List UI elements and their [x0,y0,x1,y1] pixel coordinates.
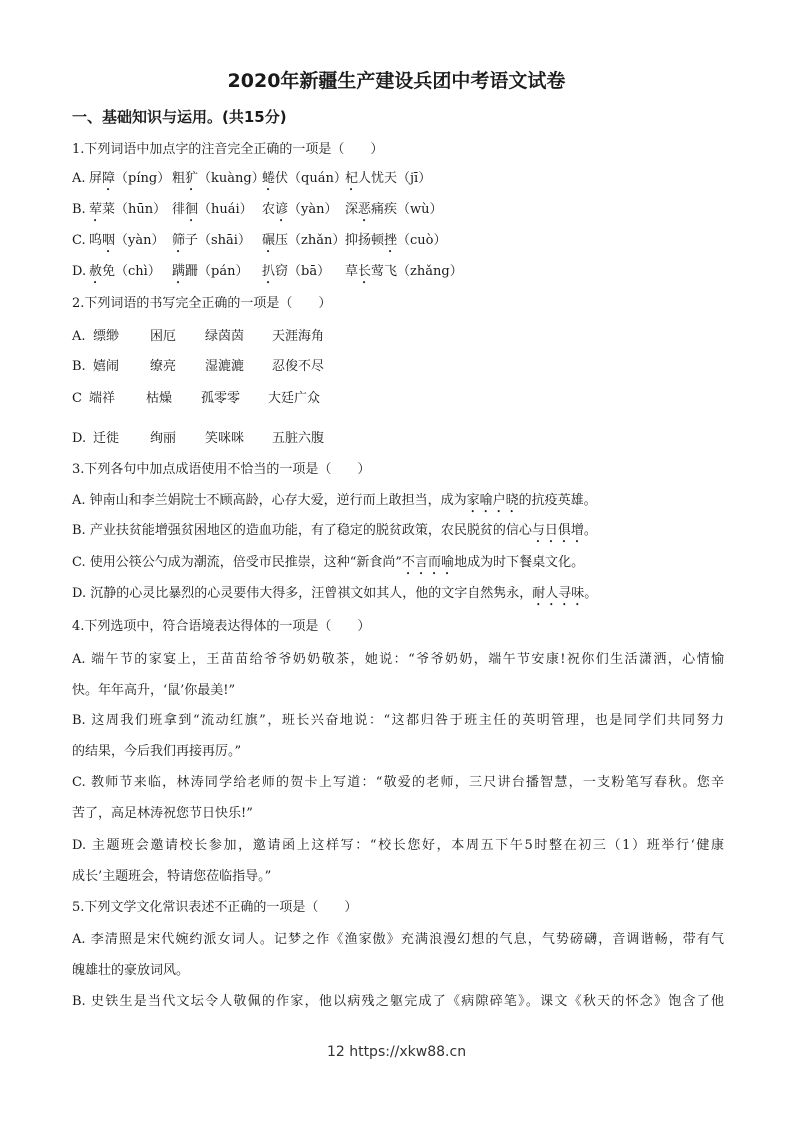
question-1-option [72,263,722,281]
option-text: 地成为时下餐桌文化。 [454,555,585,570]
word-text: 免（chì） [102,264,161,279]
option-text: B. 这周我们班拿到“流动红旗”，班长兴奋地说：“这都归咎于班主任的英明管理，也是同学们共同努力 [72,713,724,728]
dotted-char: 蹒 [172,264,186,279]
section-heading: 一、基础知识与运用。(共15分) [72,108,287,126]
word-text: （huái） [198,202,253,217]
dotted-char: 挫 [384,233,398,248]
option-label: B. [72,202,86,217]
question-4-option-line [72,774,724,792]
option-word: 大廷广众 [268,391,321,406]
option-label: A. [72,171,86,186]
option-text: 。 [583,523,597,538]
question-4-option-line [72,712,724,730]
word-pinyin [89,263,161,287]
question-1-option [72,232,722,250]
option-text: 的结果，今后我们再接再厉。” [72,744,242,759]
question-stem: 5.下列文学文化常识表述不正确的一项是（ ） [72,900,358,915]
question-5-option-line [72,993,724,1011]
word-text: 痛疾（wù） [371,202,443,217]
option-text: D. 沉静的心灵比暴烈的心灵要伟大得多，汪曾祺文如其人，他的文字自然隽永， [72,586,533,601]
option-word: 迁徙 [93,431,120,446]
question-stem: 4.下列选项中，符合语境表达得体的一项是（ ） [72,619,371,634]
question-stem: 3.下列各句中加点成语使用不恰当的一项是（ ） [72,462,371,477]
option-text: 成长’主题班会，特请您莅临指导。” [72,869,272,884]
question-4-option-line [72,805,253,823]
option-word: 忍俊不尽 [272,359,325,374]
word-pinyin [89,170,170,194]
option-word: 天涯海角 [272,329,325,344]
option-text: C. 使用公筷公勺成为潮流，倍受市民推崇，这种“新食尚” [72,555,403,570]
option-label: C. [72,233,86,248]
word-text: 子（shāi） [185,233,251,248]
word-text: 压（zhǎn） [275,233,346,248]
question-3-option [72,492,597,516]
word-pinyin [172,201,253,225]
word-pinyin [262,263,330,287]
dotted-char: 杞 [345,171,359,186]
word-pinyin [172,232,251,256]
word-text: 徘 [172,202,186,217]
word-pinyin [89,232,165,256]
question-4-stem [72,618,370,636]
question-2-option [72,390,722,408]
question-3-option [72,554,584,578]
option-word: 绚丽 [150,431,177,446]
question-4-option-line [72,868,271,886]
option-word: 枯燥 [146,391,173,406]
option-word: 缥缈 [93,329,120,344]
dotted-idiom: 与日俱增 [531,523,584,538]
dotted-char: 徊 [185,202,199,217]
dotted-char: 赦 [89,264,103,279]
word-text: （yàn） [115,233,165,248]
word-text: 呜 [89,233,103,248]
dotted-char: 恶 [358,202,372,217]
option-word: 五脏六腹 [272,431,325,446]
option-label: D. [72,264,87,279]
dotted-char: 荤 [89,202,103,217]
word-text: 粗 [172,171,186,186]
word-pinyin [345,170,431,194]
word-text: 跚（pán） [185,264,249,279]
dotted-char: 长 [358,264,372,279]
question-1-stem [72,141,383,159]
page-footer: 12 https://xkw88.cn [326,1044,467,1060]
word-text: （cuò） [397,233,447,248]
option-word: 嬉闹 [93,359,120,374]
question-3-option [72,585,597,609]
question-1-option [72,201,722,219]
dotted-char: 扒 [262,264,276,279]
option-word: 绿茵茵 [205,329,245,344]
option-text: 魄雄壮的豪放词风。 [72,963,190,978]
word-pinyin [345,201,443,225]
option-word: 孤零零 [201,391,241,406]
question-3-stem [72,461,370,479]
option-text: 快。年年高升，‘鼠’你最美!” [72,683,236,698]
option-label: A. [72,329,86,344]
option-label: B. [72,359,86,374]
dotted-char: 筛 [172,233,186,248]
option-text: 苦了，高足林涛祝您节日快乐!” [72,806,253,821]
dotted-idiom: 耐人寻味 [532,586,585,601]
option-word: 端祥 [89,391,116,406]
question-2-option [72,430,722,448]
question-5-option-line [72,931,724,949]
word-text: 莺飞（zhǎng） [371,264,463,279]
question-5-stem [72,899,357,917]
question-4-option-line [72,651,724,669]
option-label: C [72,391,82,406]
word-pinyin [345,263,463,287]
dotted-idiom: 不言而喻 [402,555,455,570]
word-text: （píng） [115,171,171,186]
question-2-option [72,328,722,346]
option-text: A. 端午节的家宴上，王苗苗给爷爷奶奶敬茶，她说：“爷爷奶奶，端午节安康!祝你们生活潇洒，心情愉 [72,652,724,667]
option-word: 缭亮 [150,359,177,374]
word-pinyin [262,232,345,256]
dotted-char: 碾 [262,233,276,248]
question-stem: 2.下列词语的书写完全正确的一项是（ ） [72,296,332,311]
word-text: 抑扬顿 [345,233,385,248]
option-label: D. [72,431,87,446]
question-5-option-line [72,962,189,980]
question-stem: 1.下列词语中加点字的注音完全正确的一项是（ ） [72,142,384,157]
option-text: B. 产业扶贫能增强贫困地区的造血功能，有了稳定的脱贫政策，农民脱贫的信心 [72,523,532,538]
option-text: 。 [584,586,598,601]
option-text: B. 史铁生是当代文坛令人敬佩的作家，他以病残之躯完成了《病隙碎笔》。课文《秋天的怀念》饱含了他 [72,994,724,1009]
word-pinyin [262,170,347,194]
option-word: 笑咪咪 [205,431,245,446]
dotted-char: 犷 [185,171,199,186]
word-text: 草 [345,264,359,279]
option-text: D. 主题班会邀请校长参加，邀请函上这样写：“校长您好，本周五下午5时整在初三（1）班举行‘健康 [72,838,724,853]
question-2-stem [72,295,331,313]
word-text: 深 [345,202,359,217]
question-4-option-line [72,682,235,700]
word-pinyin [345,232,447,256]
word-text: 农 [262,202,276,217]
question-4-option-line [72,837,724,855]
dotted-char: 谚 [275,202,289,217]
word-text: 人忧天（jī） [358,171,432,186]
word-text: 菜（hūn） [102,202,167,217]
word-pinyin [262,201,338,225]
word-text: 伏（quán） [275,171,347,186]
word-pinyin [89,201,166,225]
question-1-option [72,170,722,188]
word-text: （kuàng） [198,171,265,186]
dotted-char: 咽 [102,233,116,248]
question-3-option [72,522,597,546]
option-text: A. 李清照是宋代婉约派女词人。记梦之作《渔家傲》充满浪漫幻想的气息，气势磅礴，音调谐畅，带有气 [72,932,724,947]
option-word: 湿漉漉 [205,359,245,374]
option-text: A. 钟南山和李兰娟院士不顾高龄，心存大爱，逆行而上敢担当，成为 [72,493,467,508]
document-title: 2020年新疆生产建设兵团中考语文试卷 [227,70,566,92]
word-pinyin [172,263,248,287]
word-text: （yàn） [288,202,338,217]
question-4-option-line [72,743,241,761]
question-2-option [72,358,722,376]
word-pinyin [172,170,265,194]
option-text: 的抗疫英雄。 [518,493,597,508]
option-word: 困厄 [150,329,177,344]
dotted-char: 蜷 [262,171,276,186]
dotted-idiom: 家喻户晓 [466,493,519,508]
word-text: 屏 [89,171,103,186]
word-text: 窃（bā） [275,264,331,279]
option-text: C. 教师节来临，林涛同学给老师的贺卡上写道：“敬爱的老师，三尺讲台播智慧，一支粉笔写春秋。您辛 [72,775,724,790]
dotted-char: 障 [102,171,116,186]
